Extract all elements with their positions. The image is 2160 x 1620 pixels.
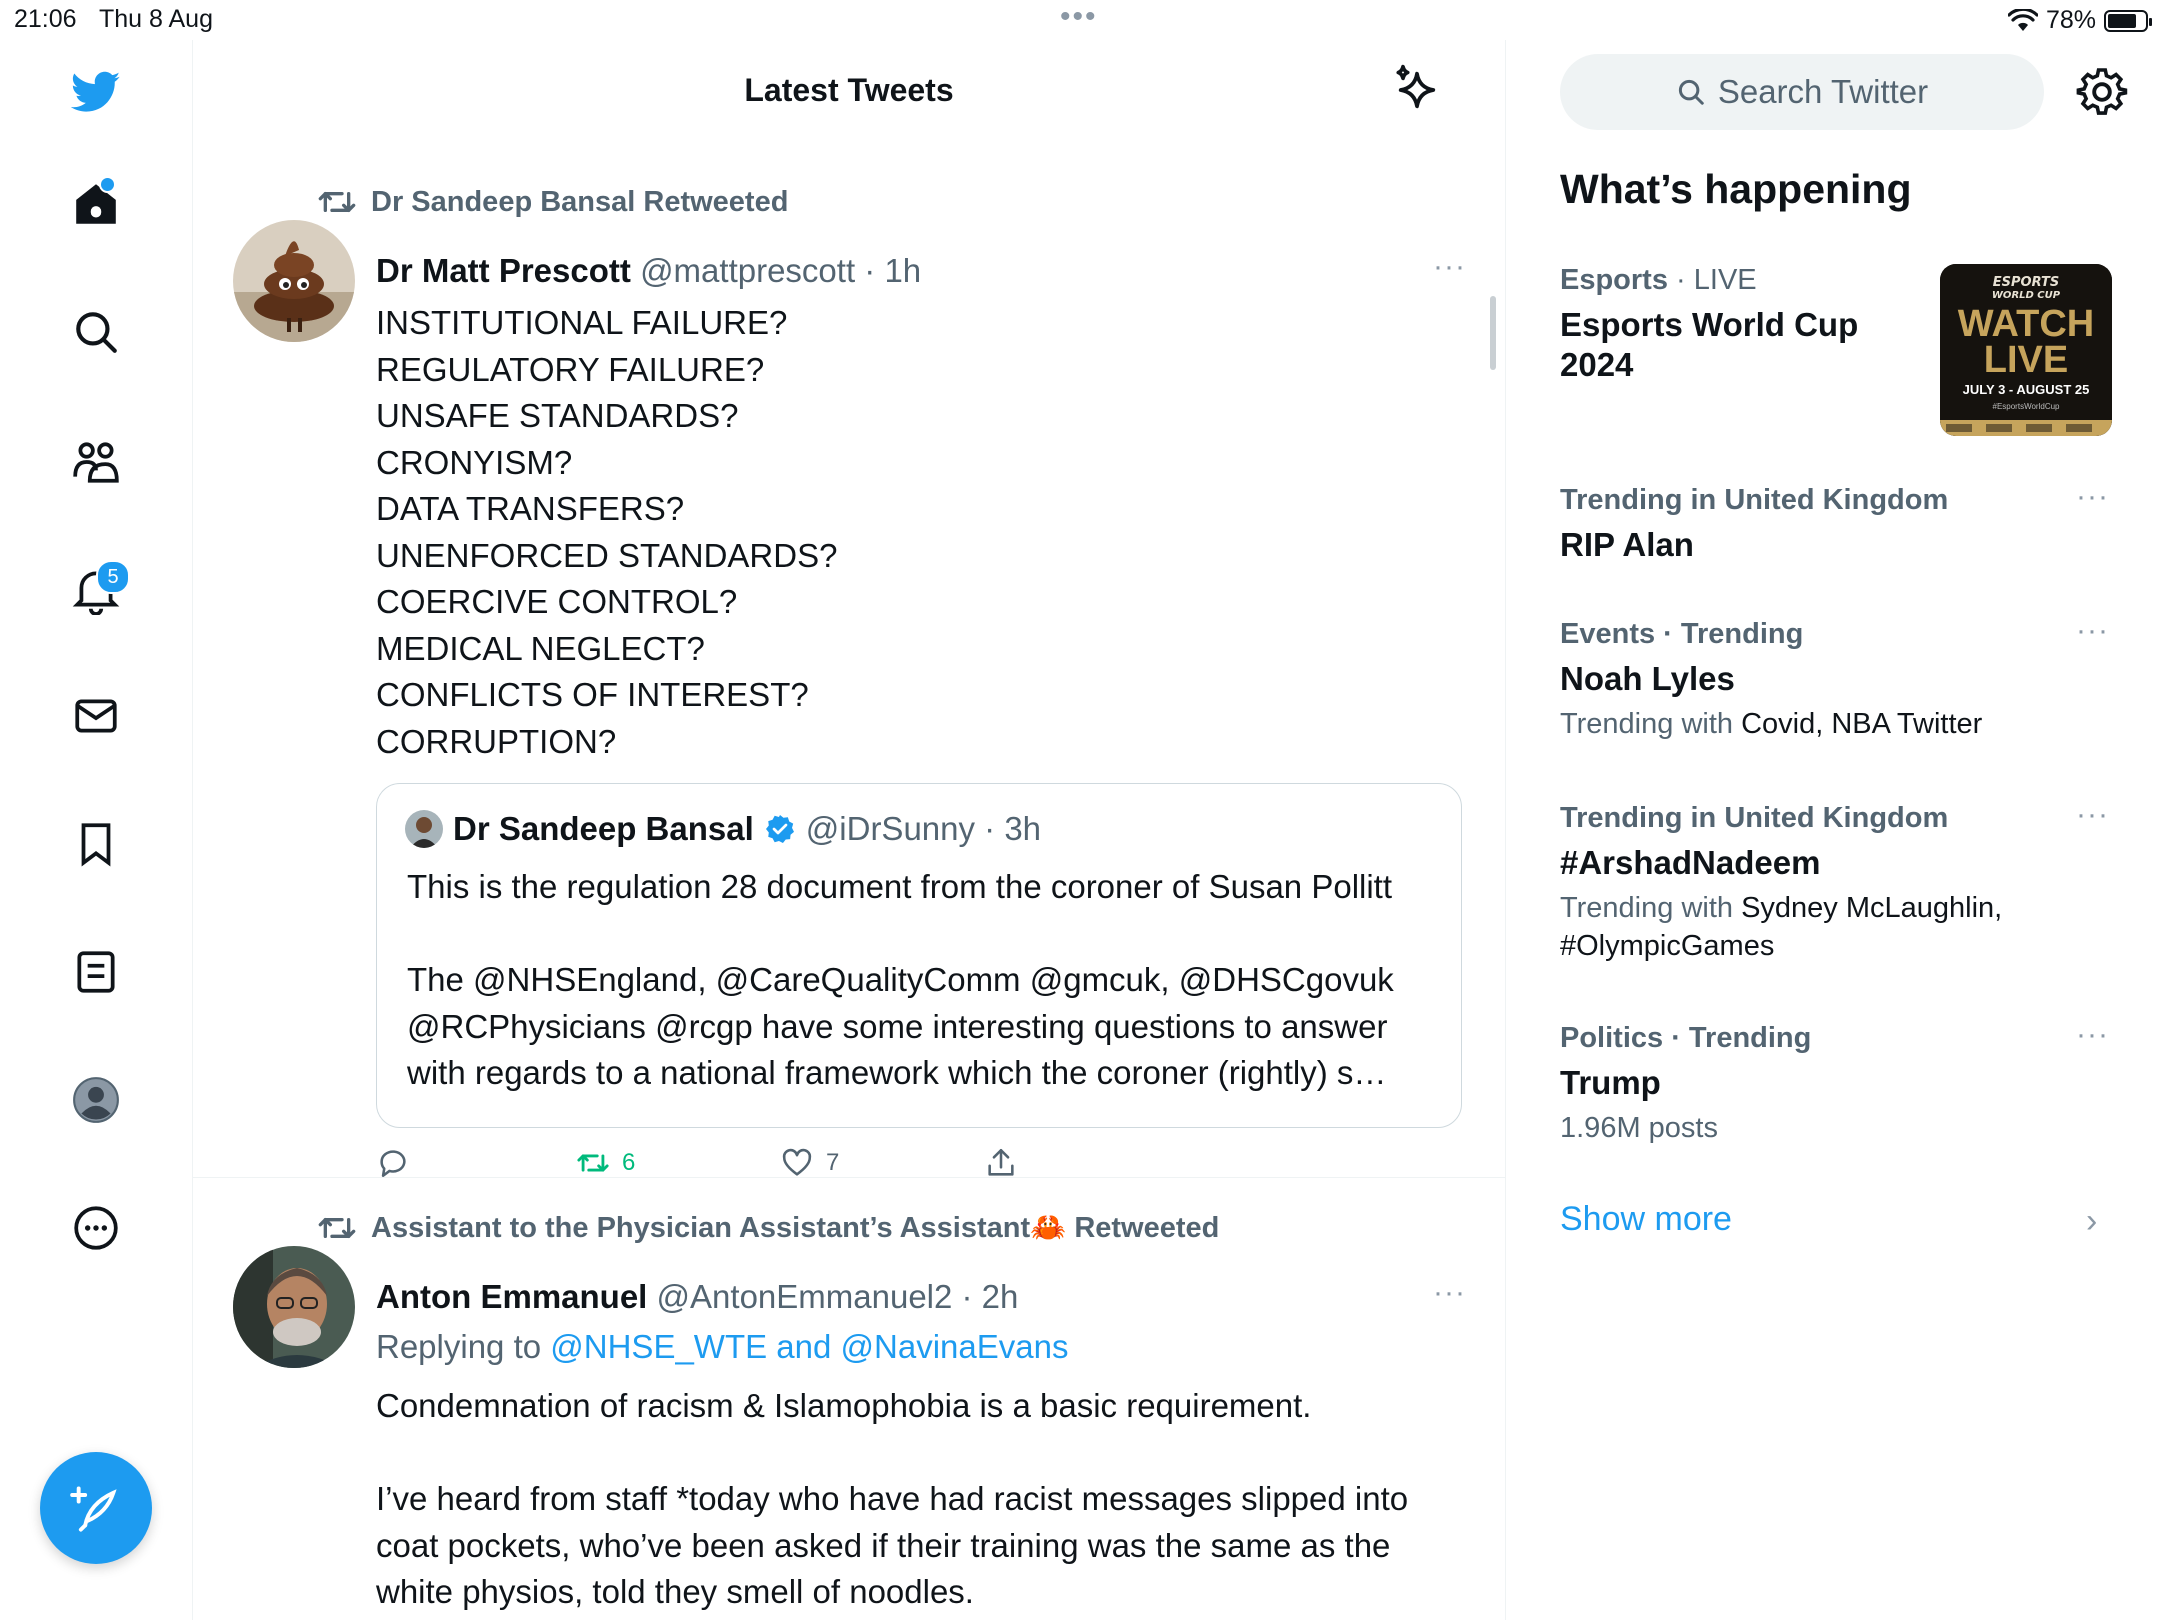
- trend-item-noah-lyles[interactable]: [1560, 618, 2120, 743]
- more-options-icon[interactable]: [56, 1188, 136, 1268]
- tweet[interactable]: [193, 1178, 1505, 1620]
- tweet-header: [376, 252, 921, 290]
- profile-avatar-icon[interactable]: [56, 1060, 136, 1140]
- compose-tweet-button[interactable]: [40, 1452, 152, 1564]
- trend-more-button[interactable]: ···: [2076, 614, 2109, 647]
- search-input[interactable]: [1560, 54, 2044, 130]
- tweet-header: [376, 1278, 1018, 1316]
- whats-happening-title: What’s happening: [1560, 166, 1912, 212]
- svg-text:ESPORTS: ESPORTS: [1992, 275, 2060, 290]
- author-name[interactable]: Dr Matt Prescott: [376, 252, 631, 289]
- timeline-header: [193, 40, 1505, 140]
- notifications-badge: 5: [96, 560, 130, 594]
- search-placeholder: Search Twitter: [1717, 73, 1929, 110]
- trend-title: Noah Lyles: [1560, 660, 1735, 697]
- search-icon: [1676, 77, 1706, 107]
- right-sidebar: [1506, 40, 2160, 1620]
- bookmarks-icon[interactable]: [56, 804, 136, 884]
- status-indicators: [2008, 6, 2148, 35]
- compose-feather-icon: [70, 1482, 122, 1534]
- status-bar: [0, 0, 2160, 40]
- quoted-author-avatar[interactable]: [405, 810, 443, 848]
- trend-more-button[interactable]: ···: [2076, 798, 2109, 831]
- settings-gear-icon[interactable]: [2076, 66, 2128, 118]
- chevron-right-icon[interactable]: ›: [2086, 1202, 2098, 1240]
- like-button[interactable]: [780, 1146, 984, 1180]
- trend-category: Politics · Trending: [1560, 1022, 1812, 1054]
- reply-icon: [376, 1146, 410, 1180]
- tweet-author-avatar[interactable]: [233, 1246, 355, 1368]
- share-button[interactable]: [984, 1146, 1018, 1180]
- author-handle-time[interactable]: @AntonEmmanuel2 · 2h: [656, 1278, 1019, 1315]
- home-unread-dot: [99, 176, 116, 193]
- wifi-icon: [2008, 9, 2038, 33]
- trend-item-esports[interactable]: [1560, 264, 1920, 385]
- trend-category: Events · Trending: [1560, 618, 1804, 650]
- trend-item-rip-alan[interactable]: [1560, 484, 2120, 565]
- trend-more-button[interactable]: ···: [2076, 1018, 2109, 1051]
- trend-category: Trending in United Kingdom: [1560, 802, 1949, 834]
- verified-badge-icon: [764, 813, 796, 845]
- trend-subtitle: Trending with Covid, NBA Twitter: [1560, 708, 1983, 740]
- tweet-text: Condemnation of racism & Islamophobia is a basic requirement. I’ve heard from staff *today who have had racist messages slipped into coat pockets, who’ve been asked if their training was the same as the white physios, told they smell of noodles.: [376, 1387, 1409, 1610]
- share-icon: [984, 1146, 1018, 1180]
- tweet-more-button[interactable]: ···: [1433, 1276, 1466, 1309]
- tweet-more-button[interactable]: ···: [1433, 250, 1466, 283]
- esports-world-cup-image[interactable]: [1940, 264, 2112, 436]
- retweeted-by-label: Dr Sandeep Bansal Retweeted: [371, 185, 789, 218]
- trend-post-count: 1.96M posts: [1560, 1112, 1718, 1144]
- like-count: 7: [826, 1149, 840, 1176]
- retweet-icon: [576, 1146, 610, 1180]
- tweet-text: INSTITUTIONAL FAILURE? REGULATORY FAILURE? UNSAFE STANDARDS? CRONYISM? DATA TRANSFERS? UNENFORCED STANDARDS? COERCIVE CONTROL? MEDICAL NEGLECT? CONFLICTS OF INTEREST? CORRUPTION?: [376, 304, 838, 760]
- trend-title: #ArshadNadeem: [1560, 844, 1821, 881]
- search-icon[interactable]: [56, 292, 136, 372]
- tweet-author-avatar[interactable]: [233, 220, 355, 342]
- trend-title: Trump: [1560, 1064, 1661, 1101]
- lists-icon[interactable]: [56, 932, 136, 1012]
- status-date: Thu 8 Aug: [99, 5, 213, 33]
- author-name[interactable]: Anton Emmanuel: [376, 1278, 648, 1315]
- tweet[interactable]: [193, 140, 1505, 1217]
- twitter-logo-icon[interactable]: [56, 52, 136, 132]
- tweet-actions: [376, 1146, 1018, 1180]
- retweet-count: 6: [622, 1149, 636, 1176]
- svg-text:WATCH: WATCH: [1957, 303, 2095, 345]
- svg-text:LIVE: LIVE: [1983, 339, 2069, 381]
- timeline-column: [193, 40, 1506, 1620]
- replying-to: Replying to @NHSE_WTE and @NavinaEvans: [376, 1328, 1069, 1365]
- trend-item-arshad-nadeem[interactable]: [1560, 802, 2120, 965]
- trend-category: Trending in United Kingdom: [1560, 484, 1949, 516]
- quoted-author-handle-time[interactable]: @iDrSunny · 3h: [805, 810, 1042, 847]
- retweet-icon: [317, 1208, 357, 1248]
- trend-title: RIP Alan: [1560, 526, 1694, 563]
- battery-percent: 78%: [2045, 6, 2096, 34]
- left-nav: [0, 40, 193, 1620]
- show-more-link[interactable]: Show more: [1560, 1200, 1732, 1238]
- trend-more-button[interactable]: ···: [2076, 480, 2109, 513]
- trend-subtitle: Trending with Sydney McLaughlin, #OlympicGames: [1560, 892, 2003, 962]
- sparkle-icon[interactable]: [1389, 62, 1445, 118]
- notifications-bell-icon[interactable]: [56, 550, 136, 630]
- retweet-context: [317, 1208, 1219, 1248]
- author-handle-time[interactable]: @mattprescott · 1h: [640, 252, 922, 289]
- quoted-tweet[interactable]: [376, 783, 1462, 1128]
- communities-icon[interactable]: [56, 422, 136, 502]
- svg-text:WORLD CUP: WORLD CUP: [1991, 290, 2061, 301]
- quoted-tweet-text: This is the regulation 28 document from the coroner of Susan Pollitt The @NHSEngland, @CareQualityComm @gmcuk, @DHSCgovuk @RCPhysicians @rcgp have some interesting questions to answer with regards to a national framework which the coroner (rightly) s…: [407, 868, 1394, 1091]
- svg-text:#EsportsWorldCup: #EsportsWorldCup: [1992, 402, 2060, 411]
- replying-to-links[interactable]: @NHSE_WTE and @NavinaEvans: [550, 1328, 1069, 1365]
- retweet-button[interactable]: [576, 1146, 780, 1180]
- heart-icon: [780, 1146, 814, 1180]
- quoted-tweet-header: [405, 810, 1041, 848]
- svg-text:JULY 3 - AUGUST 25: JULY 3 - AUGUST 25: [1962, 382, 2090, 397]
- multitasking-dots-icon[interactable]: •••: [1060, 0, 1098, 33]
- reply-button[interactable]: [376, 1146, 576, 1180]
- status-time: 21:06: [14, 5, 77, 33]
- home-icon[interactable]: [56, 164, 136, 244]
- page-title: Latest Tweets: [744, 72, 954, 108]
- trend-item-trump[interactable]: [1560, 1022, 2120, 1147]
- retweet-icon: [317, 182, 357, 222]
- retweeted-by-label: Assistant to the Physician Assistant’s Assistant🦀 Retweeted: [371, 1212, 1220, 1244]
- trend-title: Esports World Cup 2024: [1560, 306, 1859, 383]
- messages-envelope-icon[interactable]: [56, 676, 136, 756]
- quoted-author-name[interactable]: Dr Sandeep Bansal: [453, 810, 754, 847]
- crab-emoji: 🦀: [1030, 1212, 1067, 1244]
- retweet-context: [317, 182, 788, 222]
- trend-category: Esports · LIVE: [1560, 264, 1757, 296]
- battery-icon: [2104, 10, 2148, 32]
